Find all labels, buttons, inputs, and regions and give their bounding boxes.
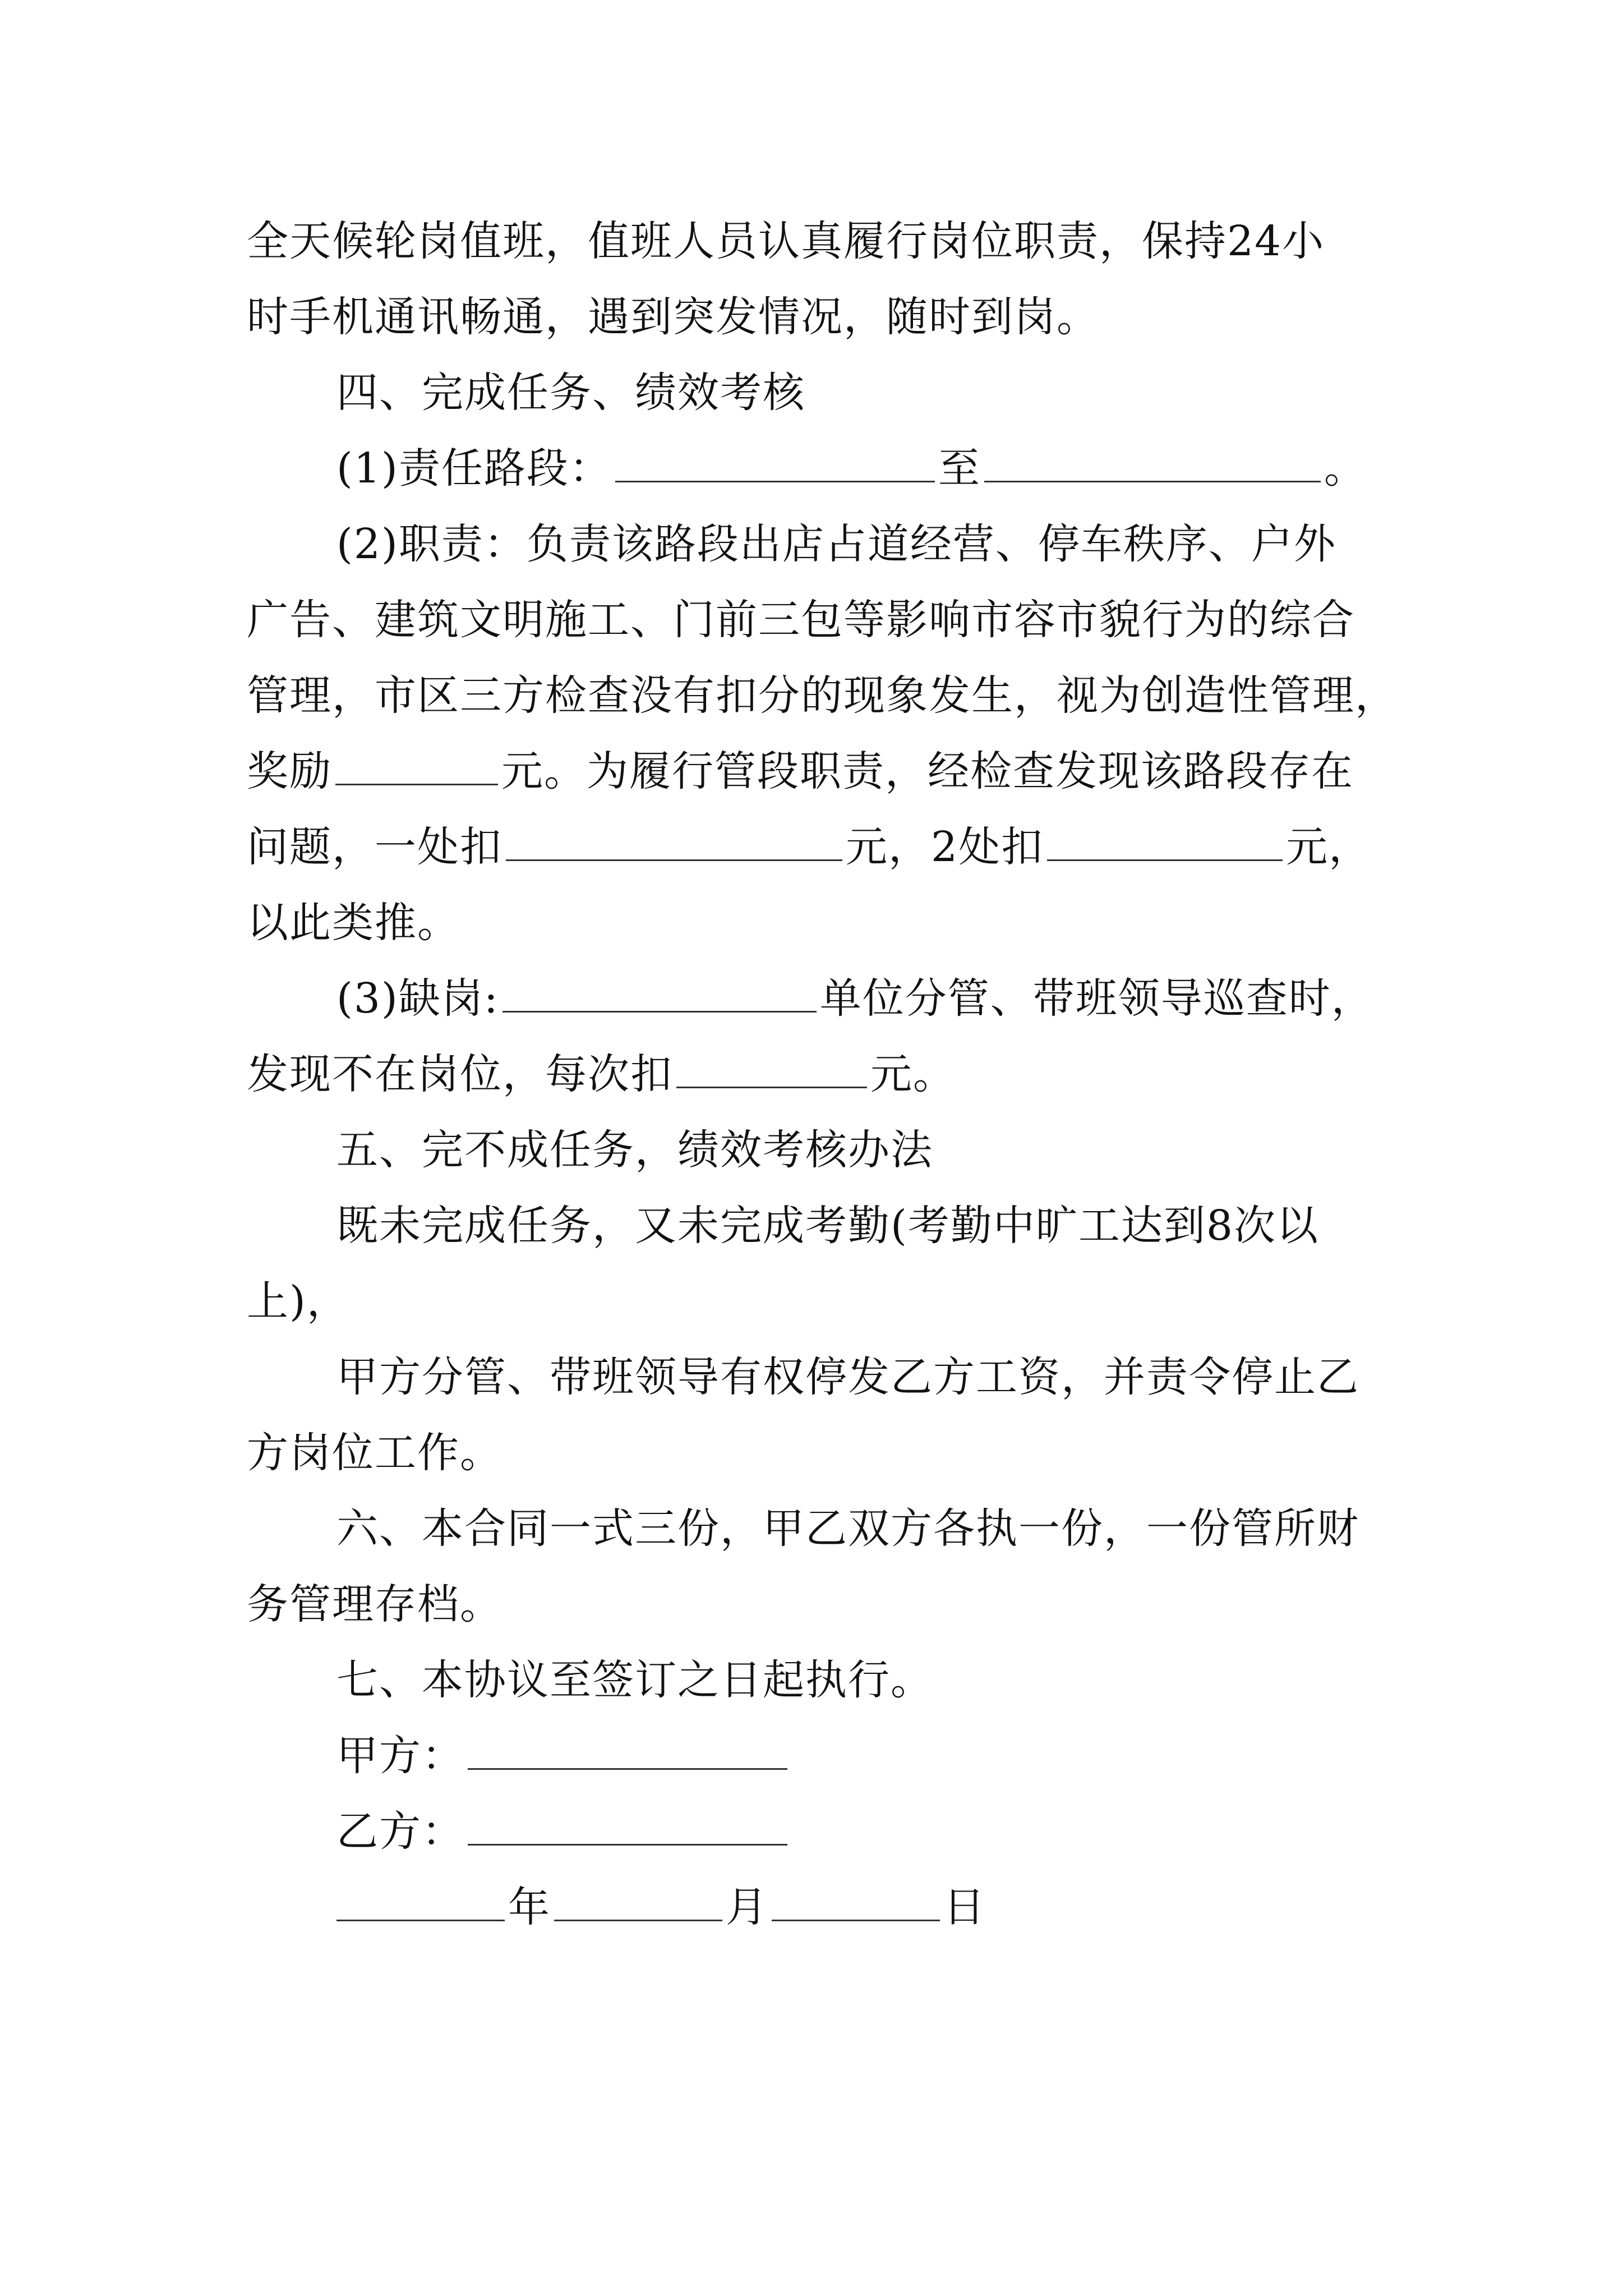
day-label: 日	[943, 1883, 986, 1931]
year-blank	[336, 1880, 505, 1921]
road-period: 。	[1324, 444, 1367, 493]
section-heading-7: 七、本协议至签订之日起执行。	[336, 1656, 933, 1704]
absence-blank	[502, 972, 817, 1013]
absence-line	[336, 970, 1374, 1027]
deduction-label-1: 问题，一处扣	[247, 823, 502, 871]
party-b-signature-blank	[468, 1805, 787, 1846]
deduction-unit: 元，	[1286, 823, 1372, 871]
road-label: (1)责任路段：	[336, 444, 612, 493]
absence-label: (3)缺岗:	[336, 974, 499, 1023]
paragraph-line: 方岗位工作。	[247, 1429, 502, 1477]
day-blank	[772, 1880, 940, 1921]
paragraph-line: 时手机通讯畅通，遇到突发情况，随时到岗。	[247, 293, 1099, 341]
absence-deduction-label: 发现不在岗位，每次扣	[247, 1050, 673, 1098]
party-a-label: 甲方：	[336, 1732, 464, 1780]
paragraph-line: 全天候轮岗值班，值班人员认真履行岗位职责，保持24小	[247, 217, 1325, 265]
deduction-label-2: 元，2处扣	[846, 823, 1044, 871]
reward-line	[247, 743, 1354, 799]
paragraph-line: 务管理存档。	[247, 1580, 502, 1628]
party-a-line	[336, 1728, 791, 1784]
paragraph-line: 管理，市区三方检查没有扣分的现象发生，视为创造性管理，	[247, 671, 1398, 720]
month-label: 月	[726, 1883, 768, 1931]
year-label: 年	[508, 1883, 551, 1931]
road-start-blank	[615, 441, 935, 482]
party-b-label: 乙方：	[336, 1807, 464, 1856]
date-line	[336, 1879, 986, 1935]
month-blank	[554, 1880, 722, 1921]
paragraph-line: 甲方分管、带班领导有权停发乙方工资，并责令停止乙	[336, 1353, 1359, 1401]
section-heading-5: 五、完不成任务，绩效考核办法	[336, 1126, 933, 1174]
road-end-blank	[984, 441, 1321, 482]
paragraph-line: 既未完成任务，又未完成考勤(考勤中旷工达到8次以	[336, 1202, 1319, 1250]
paragraph-line: 上)，	[247, 1277, 349, 1326]
road-to-label: 至	[938, 444, 981, 493]
paragraph-line: (2)职责：负责该路段出店占道经营、停车秩序、户外	[336, 520, 1336, 568]
reward-label: 奖励	[247, 747, 332, 795]
section-heading-6: 六、本合同一式三份，甲乙双方各执一份，一份管所财	[336, 1504, 1359, 1553]
party-b-line	[336, 1803, 791, 1860]
absence-deduction-unit: 元。	[870, 1050, 956, 1098]
deduction-1-blank	[506, 820, 842, 861]
reward-amount-blank	[335, 744, 498, 785]
section-heading-4: 四、完成任务、绩效考核	[336, 369, 805, 417]
deduction-2-blank	[1047, 820, 1283, 861]
paragraph-line: 以此类推。	[247, 899, 460, 947]
reward-text: 元。为履行管段职责，经检查发现该路段存在	[501, 747, 1354, 795]
absence-text: 单位分管、带班领导巡查时，	[819, 974, 1374, 1023]
absence-deduction-line	[247, 1046, 956, 1102]
paragraph-line: 广告、建筑文明施工、门前三包等影响市容市貌行为的综合	[247, 596, 1355, 644]
responsibility-road-line	[336, 440, 1367, 496]
party-a-signature-blank	[468, 1729, 787, 1770]
absence-deduction-blank	[676, 1047, 867, 1088]
deduction-line	[247, 819, 1371, 875]
